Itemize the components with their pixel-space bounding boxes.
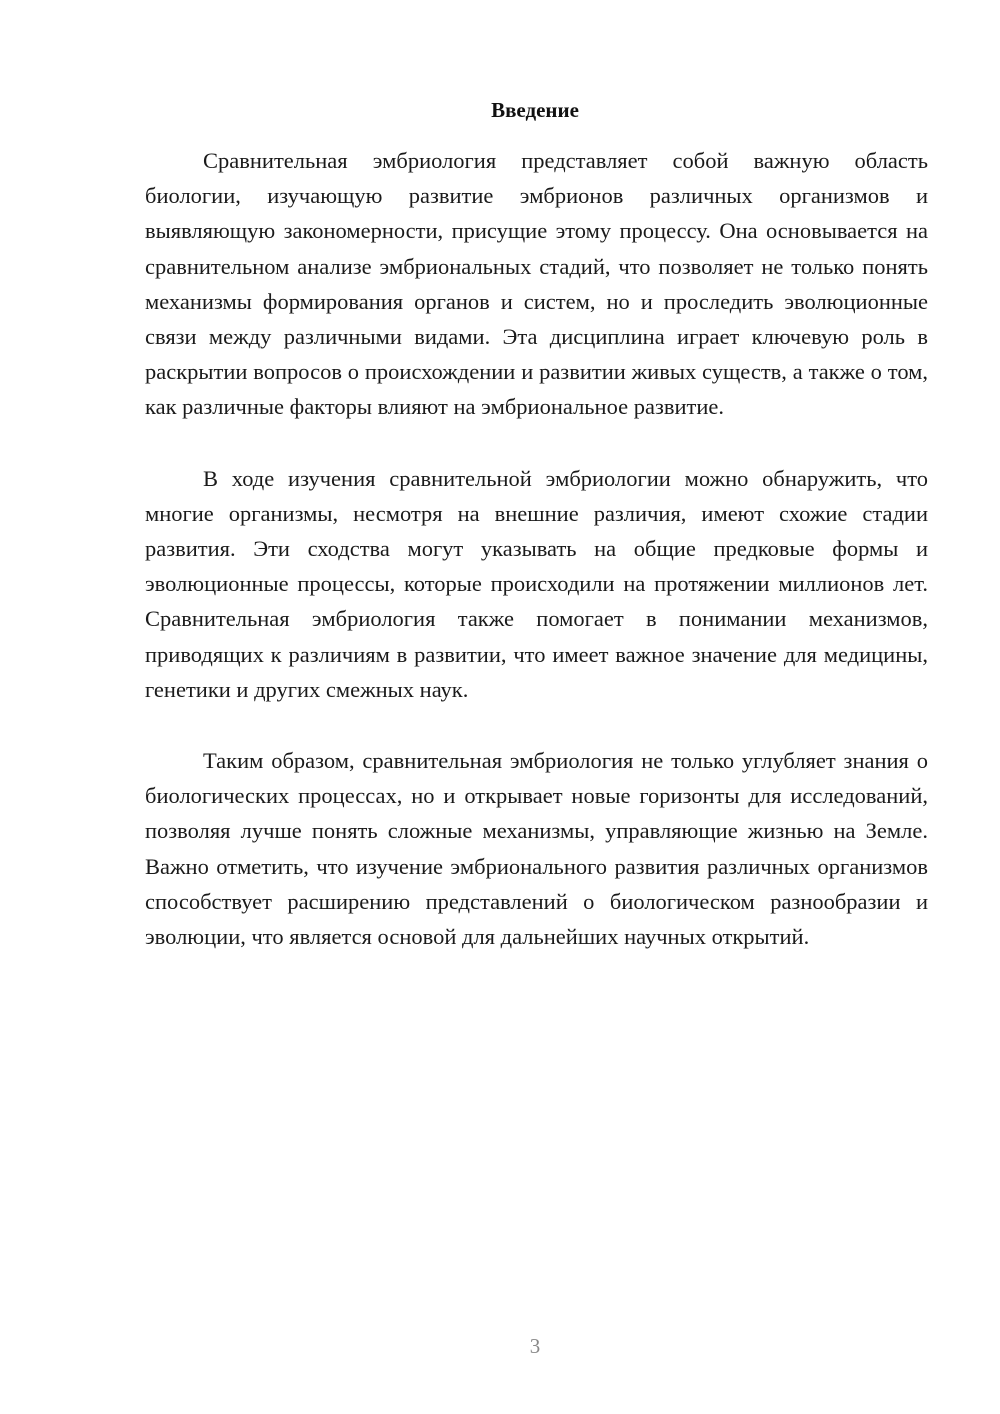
document-body	[145, 143, 928, 990]
paragraph-2: В ходе изучения сравнительной эмбриологии можно обнаружить, что многие организмы, несмотря на внешние различия, имеют схожие стадии развития. Эти сходства могут указывать на общие предковые формы и эволюционные процессы, которые происходили на протяжении миллионов лет. Сравнительная эмбриология также помогает в понимании механизмов, приводящих к различиям в развитии, что имеет важное значение для медицины, генетики и других смежных наук.	[145, 465, 928, 702]
page-number: 3	[529, 1334, 541, 1358]
paragraph-1: Сравнительная эмбриология представляет собой важную область биологии, изучающую развитие эмбрионов различных организмов и выявляющую закономерности, присущие этому процессу. Она основывается на сравнительном анализе эмбриональных стадий, что позволяет не только понять механизмы формирования органов и систем, но и проследить эволюционные связи между различными видами. Эта дисциплина играет ключевую роль в раскрытии вопросов о происхождении и развитии живых существ, а также о том, как различные факторы влияют на эмбриональное развитие.	[145, 148, 928, 420]
paragraph-3: Таким образом, сравнительная эмбриология не только углубляет знания о биологических процессах, но и открывает новые горизонты для исследований, позволяя лучше понять сложные механизмы, управляющие жизнью на Земле. Важно отметить, что изучение эмбрионального развития различных организмов способствует расширению представлений о биологическом разнообразии и эволюции, что является основой для дальнейших научных открытий.	[145, 748, 928, 950]
section-heading: Введение	[491, 98, 579, 122]
